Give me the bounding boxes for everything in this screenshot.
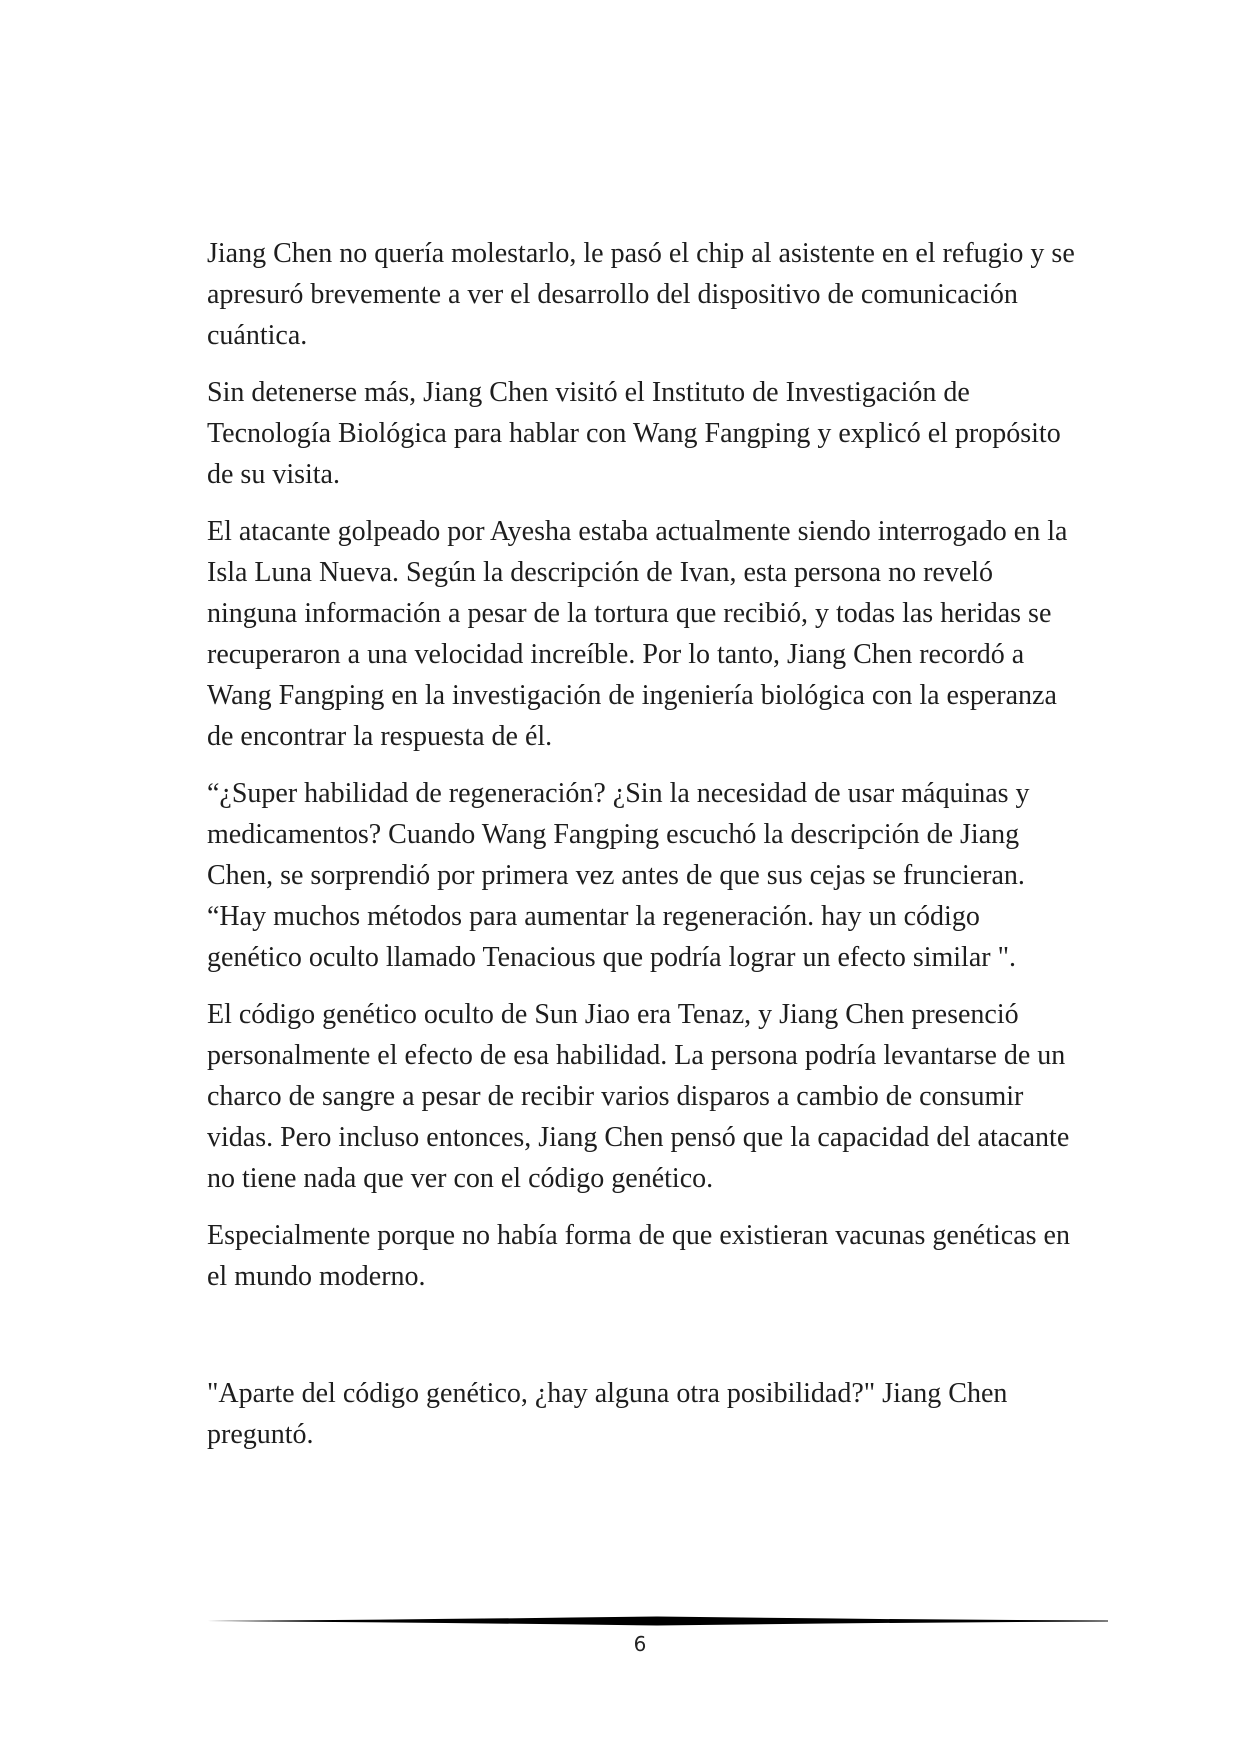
footer-divider bbox=[207, 1615, 1108, 1627]
page-number: 6 bbox=[633, 1632, 647, 1656]
paragraph-7: "Aparte del código genético, ¿hay alguna otra posibilidad?" Jiang Chen preguntó. bbox=[207, 1378, 1008, 1450]
paragraph-4: “¿Super habilidad de regeneración? ¿Sin la necesidad de usar máquinas y medicamentos? Cuando Wang Fangping escuchó la descripción de Jiang Chen, se sorprendió por primera vez antes de que sus cejas se fruncieran. “Hay muchos métodos para aumentar la regeneración. hay un código genético oculto llamado Tenacious que podría lograr un efecto similar ". bbox=[207, 778, 1030, 973]
body-text bbox=[207, 233, 1077, 1471]
paragraph-5: El código genético oculto de Sun Jiao era Tenaz, y Jiang Chen presenció personalmente el efecto de esa habilidad. La persona podría levantarse de un charco de sangre a pesar de recibir varios disparos a cambio de consumir vidas. Pero incluso entonces, Jiang Chen pensó que la capacidad del atacante no tiene nada que ver con el código genético. bbox=[207, 999, 1070, 1194]
paragraph-1: Jiang Chen no quería molestarlo, le pasó el chip al asistente en el refugio y se apresuró brevemente a ver el desarrollo del dispositivo de comunicación cuántica. bbox=[207, 238, 1075, 351]
paragraph-6: Especialmente porque no había forma de que existieran vacunas genéticas en el mundo moderno. bbox=[207, 1220, 1070, 1292]
paragraph-3: El atacante golpeado por Ayesha estaba actualmente siendo interrogado en la Isla Luna Nueva. Según la descripción de Ivan, esta persona no reveló ninguna información a pesar de la tortura que recibió, y todas las heridas se recuperaron a una velocidad increíble. Por lo tanto, Jiang Chen recordó a Wang Fangping en la investigación de ingeniería biológica con la esperanza de encontrar la respuesta de él. bbox=[207, 516, 1068, 752]
paragraph-2: Sin detenerse más, Jiang Chen visitó el Instituto de Investigación de Tecnología Biológica para hablar con Wang Fangping y explicó el propósito de su visita. bbox=[207, 377, 1061, 490]
